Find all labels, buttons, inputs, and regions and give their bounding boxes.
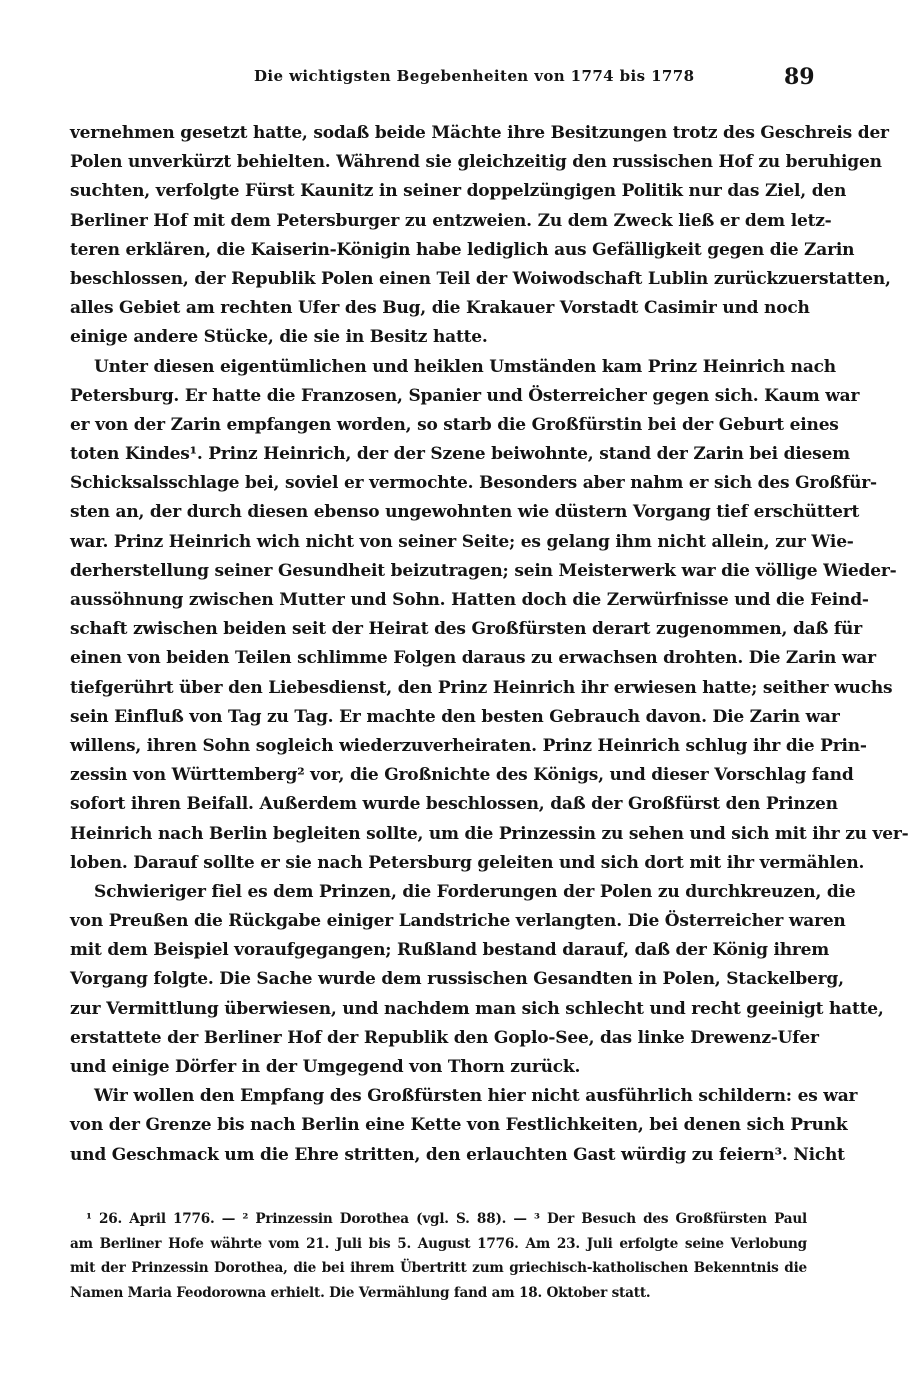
text-line: derherstellung seiner Gesundheit beizutragen; sein Meisterwerk war die völlige Wieder- xyxy=(70,560,897,581)
text-line: Schicksalsschlage bei, soviel er vermochte. Besonders aber nahm er sich des Großfür- xyxy=(70,473,877,494)
text-line: mit dem Beispiel voraufgegangen; Rußland bestand darauf, daß der König ihrem xyxy=(70,940,830,961)
text-line: und einige Dörfer in der Umgegend von Thorn zurück. xyxy=(70,1057,581,1077)
text-line: sein Einfluß von Tag zu Tag. Er machte den besten Gebrauch davon. Die Zarin war xyxy=(70,706,840,727)
text-line: er von der Zarin empfangen worden, so starb die Großfürstin bei der Geburt eines xyxy=(70,414,839,435)
footnote-line: mit der Prinzessin Dorothea, die bei ihrem Übertritt zum griechisch-katholischen Bekenntnis die xyxy=(70,1260,807,1276)
text-line: aussöhnung zwischen Mutter und Sohn. Hatten doch die Zerwürfnisse und die Feind- xyxy=(70,590,869,610)
text-line: zessin von Württemberg² vor, die Großnichte des Königs, und dieser Vorschlag fand xyxy=(70,765,854,786)
body-text xyxy=(70,119,908,1170)
paragraph-start-line: Wir wollen den Empfang des Großfürsten hier nicht ausführlich schildern: es war xyxy=(94,1086,858,1107)
text-line: suchten, verfolgte Fürst Kaunitz in seiner doppelzüngigen Politik nur das Ziel, den xyxy=(70,181,847,202)
text-line: willens, ihren Sohn sogleich wiederzuverheiraten. Prinz Heinrich schlug ihr die Prin- xyxy=(70,735,867,756)
paragraph-start-line: Schwieriger fiel es dem Prinzen, die Forderungen der Polen zu durchkreuzen, die xyxy=(94,881,856,902)
footnote-line: am Berliner Hofe währte vom 21. Juli bis 5. August 1776. Am 23. Juli erfolgte seine Verlobung xyxy=(70,1235,807,1252)
text-line: tiefgerührt über den Liebesdienst, den Prinz Heinrich ihr erwiesen hatte; seither wuchs xyxy=(70,677,893,698)
text-line: Vorgang folgte. Die Sache wurde dem russischen Gesandten in Polen, Stackelberg, xyxy=(70,969,844,990)
text-line: von der Grenze bis nach Berlin eine Kette von Festlichkeiten, bei denen sich Prunk xyxy=(70,1115,848,1136)
text-line: von Preußen die Rückgabe einiger Landstriche verlangten. Die Österreicher waren xyxy=(70,911,846,932)
running-head xyxy=(0,64,900,94)
text-line: Polen unverkürzt behielten. Während sie gleichzeitig den russischen Hof zu beruhigen xyxy=(70,152,882,173)
text-line: loben. Darauf sollte er sie nach Petersburg geleiten und sich dort mit ihr vermählen. xyxy=(70,852,865,873)
footnote-line: ¹ 26. April 1776. — ² Prinzessin Dorothea (vgl. S. 88). — ³ Der Besuch des Großfürsten Paul xyxy=(86,1211,807,1227)
text-line: sofort ihren Beifall. Außerdem wurde beschlossen, daß der Großfürst den Prinzen xyxy=(70,794,838,815)
text-line: vernehmen gesetzt hatte, sodaß beide Mächte ihre Besitzungen trotz des Geschreis der xyxy=(70,123,889,143)
text-line: zur Vermittlung überwiesen, und nachdem man sich schlecht und recht geeinigt hatte, xyxy=(70,998,884,1019)
text-line: war. Prinz Heinrich wich nicht von seiner Seite; es gelang ihm nicht allein, zur Wie- xyxy=(70,531,854,552)
text-line: sten an, der durch diesen ebenso ungewohnten wie düstern Vorgang tief erschüttert xyxy=(70,502,860,523)
text-line: toten Kindes¹. Prinz Heinrich, der der Szene beiwohnte, stand der Zarin bei diesem xyxy=(70,444,850,465)
text-line: teren erklären, die Kaiserin-Königin habe lediglich aus Gefälligkeit gegen die Zarin xyxy=(70,239,855,260)
text-line: und Geschmack um die Ehre stritten, den erlauchten Gast würdig zu feiern³. Nicht xyxy=(70,1144,845,1165)
text-line: erstattete der Berliner Hof der Republik den Goplo-See, das linke Drewenz-Ufer xyxy=(70,1027,819,1048)
footnotes xyxy=(70,1207,807,1305)
text-line: einen von beiden Teilen schlimme Folgen daraus zu erwachsen drohten. Die Zarin war xyxy=(70,648,876,669)
text-line: Berliner Hof mit dem Petersburger zu entzweien. Zu dem Zweck ließ er dem letz- xyxy=(70,210,832,231)
page-number: 89 xyxy=(784,64,815,90)
text-line: einige andere Stücke, die sie in Besitz hatte. xyxy=(70,327,488,348)
text-line: Petersburg. Er hatte die Franzosen, Spanier und Österreicher gegen sich. Kaum war xyxy=(70,385,860,406)
footnote-line: Namen Maria Feodorowna erhielt. Die Vermählung fand am 18. Oktober statt. xyxy=(70,1284,651,1301)
text-line: beschlossen, der Republik Polen einen Teil der Woiwodschaft Lublin zurückzuerstatten, xyxy=(70,268,891,289)
text-line: Heinrich nach Berlin begleiten sollte, um die Prinzessin zu sehen und sich mit ihr zu ver- xyxy=(70,823,908,844)
paragraph-start-line: Unter diesen eigentümlichen und heiklen Umständen kam Prinz Heinrich nach xyxy=(94,356,836,377)
running-head-title: Die wichtigsten Begebenheiten von 1774 bis 1778 xyxy=(254,67,695,85)
text-line: alles Gebiet am rechten Ufer des Bug, die Krakauer Vorstadt Casimir und noch xyxy=(70,298,810,319)
text-line: schaft zwischen beiden seit der Heirat des Großfürsten derart zugenommen, daß für xyxy=(70,619,862,640)
